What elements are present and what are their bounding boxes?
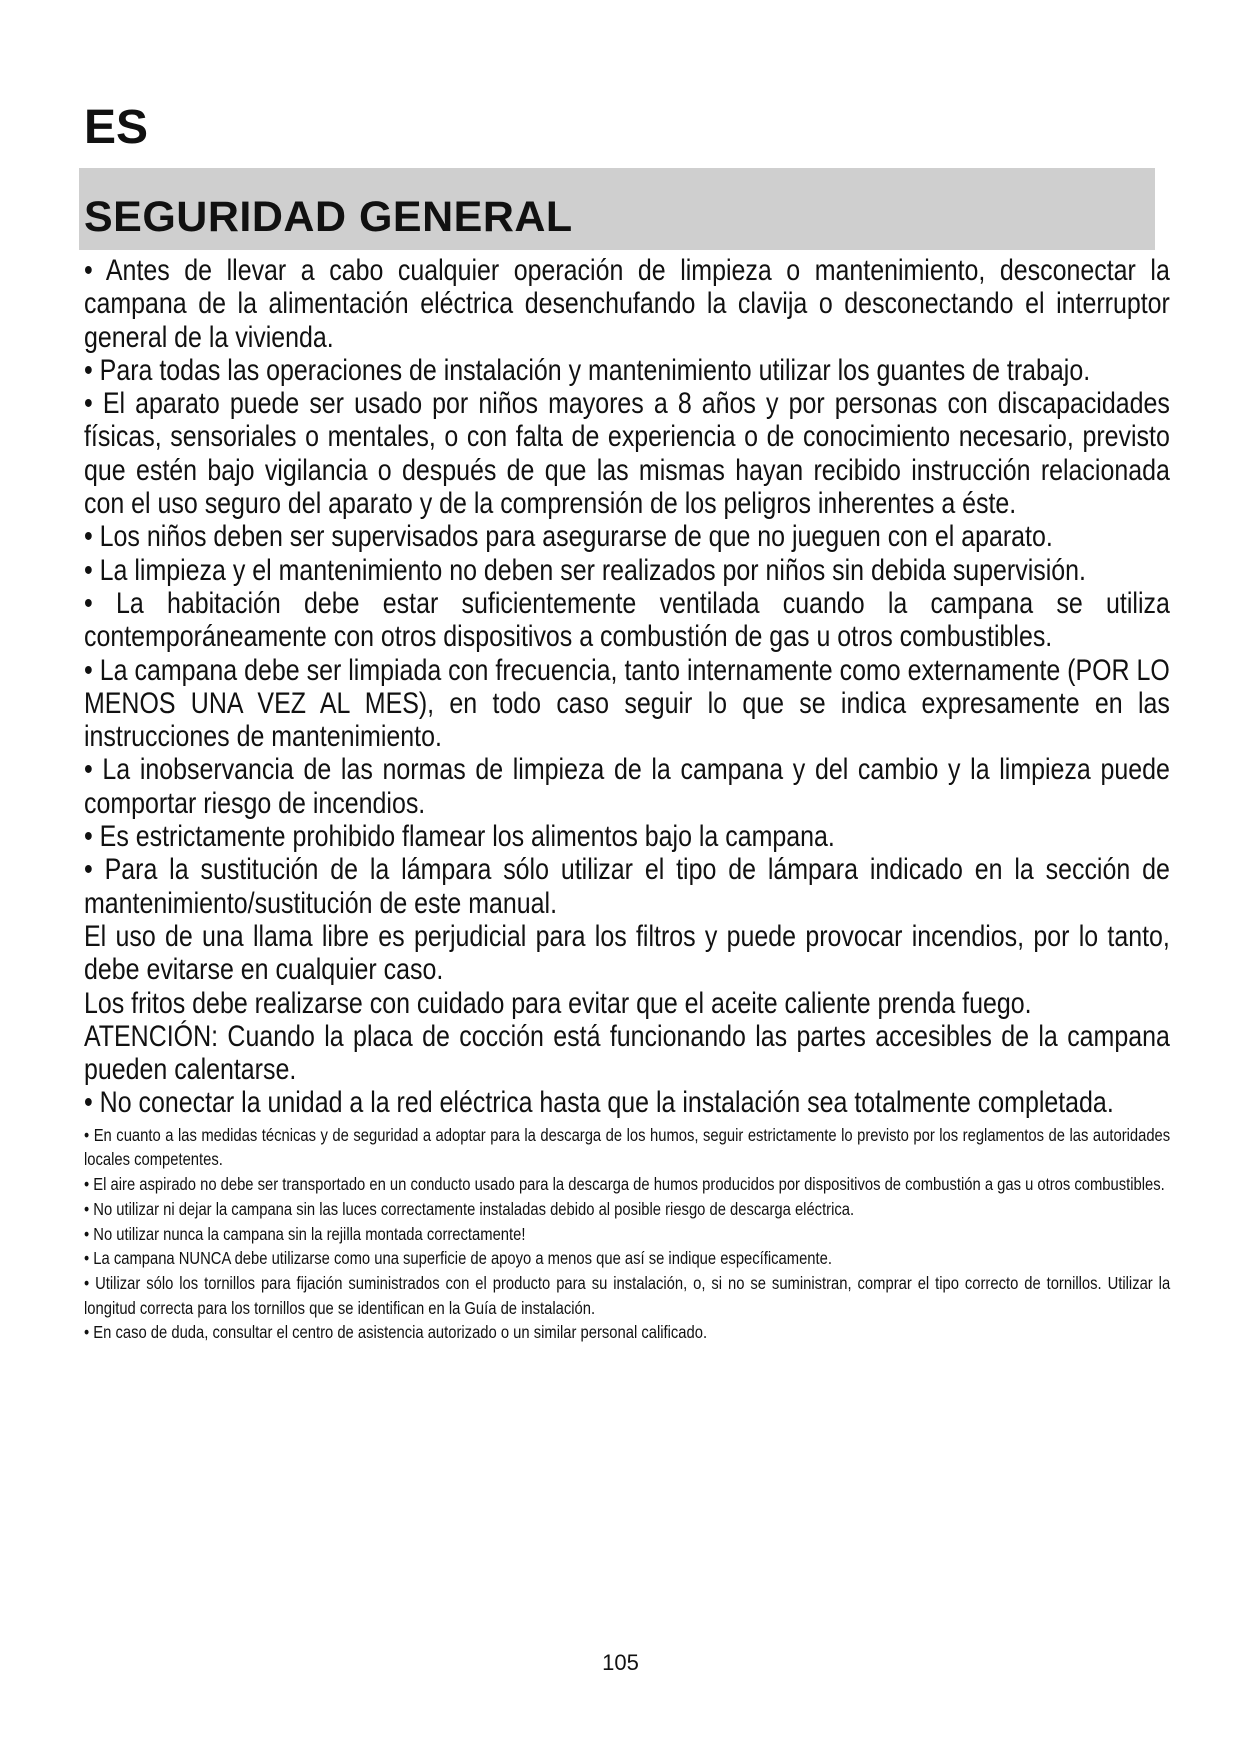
safety-paragraph: • Los niños deben ser supervisados para asegurarse de que no jueguen con el aparato.: [84, 521, 1053, 554]
safety-paragraph: El uso de una llama libre es perjudicial para los filtros y puede provocar incendios, por lo tanto, debe evitarse en cualquier caso.: [84, 920, 1170, 987]
safety-note: • En cuanto a las medidas técnicas y de seguridad a adoptar para la descarga de los humos, seguir estrictamente lo previsto por los reglamentos de las autoridades locales competentes.: [84, 1124, 1171, 1170]
additional-safety-list: [84, 1123, 1172, 1345]
safety-content: [84, 255, 1172, 1345]
safety-note: • No utilizar ni dejar la campana sin las luces correctamente instaladas debido al posible riesgo de descarga eléctrica.: [84, 1198, 855, 1219]
safety-paragraph: • El aparato puede ser usado por niños mayores a 8 años y por personas con discapacidades físicas, sensoriales o mentales, o con falta de experiencia o de conocimiento necesario, previsto que estén bajo vigilancia o después de que las mismas hayan recibido instrucción relacionada con el uso seguro del aparato y de la comprensión de los peligros inherentes a éste.: [84, 388, 1170, 521]
safety-note: • En caso de duda, consultar el centro de asistencia autorizado o un similar personal calificado.: [84, 1322, 708, 1343]
safety-paragraph: ATENCIÓN: Cuando la placa de cocción está funcionando las partes accesibles de la campana pueden calentarse.: [84, 1020, 1170, 1087]
safety-paragraph: • Para todas las operaciones de instalación y mantenimiento utilizar los guantes de trabajo.: [84, 354, 1091, 387]
section-title: SEGURIDAD GENERAL: [84, 193, 573, 241]
safety-paragraph: • La inobservancia de las normas de limpieza de la campana y del cambio y la limpieza puede comportar riesgo de incendios.: [84, 754, 1170, 820]
safety-note: • No utilizar nunca la campana sin la rejilla montada correctamente!: [84, 1223, 526, 1244]
safety-paragraph: • No conectar la unidad a la red eléctrica hasta que la instalación sea totalmente completada.: [84, 1087, 1114, 1120]
safety-paragraph: Los fritos debe realizarse con cuidado para evitar que el aceite caliente prenda fuego.: [84, 987, 1032, 1020]
page-number: 105: [602, 1650, 639, 1675]
safety-paragraph: • La habitación debe estar suficientemente ventilada cuando la campana se utiliza contemporáneamente con otros dispositivos a combustión de gas u otros combustibles.: [84, 587, 1170, 654]
safety-note: • Utilizar sólo los tornillos para fijación suministrados con el producto para su instalación, o, si no se suministran, comprar el tipo correcto de tornillos. Utilizar la longitud correcta para los tornillos que se identifican en la Guía de instalación.: [84, 1272, 1171, 1318]
language-code: ES: [84, 101, 149, 154]
safety-paragraph: • La limpieza y el mantenimiento no deben ser realizados por niños sin debida supervisión.: [84, 554, 1086, 587]
safety-paragraph: • La campana debe ser limpiada con frecuencia, tanto internamente como externamente (POR LO MENOS UNA VEZ AL MES), en todo caso seguir lo que se indica expresamente en las instrucciones de mantenimiento.: [84, 654, 1170, 754]
safety-note: • El aire aspirado no debe ser transportado en un conducto usado para la descarga de humos producidos por dispositivos de combustión a gas u otros combustibles.: [84, 1174, 1165, 1195]
safety-paragraph: • Para la sustitución de la lámpara sólo utilizar el tipo de lámpara indicado en la sección de mantenimiento/sustitución de este manual.: [84, 854, 1170, 920]
safety-note: • La campana NUNCA debe utilizarse como una superficie de apoyo a menos que así se indique específicamente.: [84, 1248, 832, 1269]
safety-paragraph: • Antes de llevar a cabo cualquier operación de limpieza o mantenimiento, desconectar la campana de la alimentación eléctrica desenchufando la clavija o desconectando el interruptor general de la vivienda.: [84, 255, 1170, 354]
main-safety-list: [84, 255, 1172, 1121]
safety-paragraph: • Es estrictamente prohibido flamear los alimentos bajo la campana.: [84, 821, 835, 854]
